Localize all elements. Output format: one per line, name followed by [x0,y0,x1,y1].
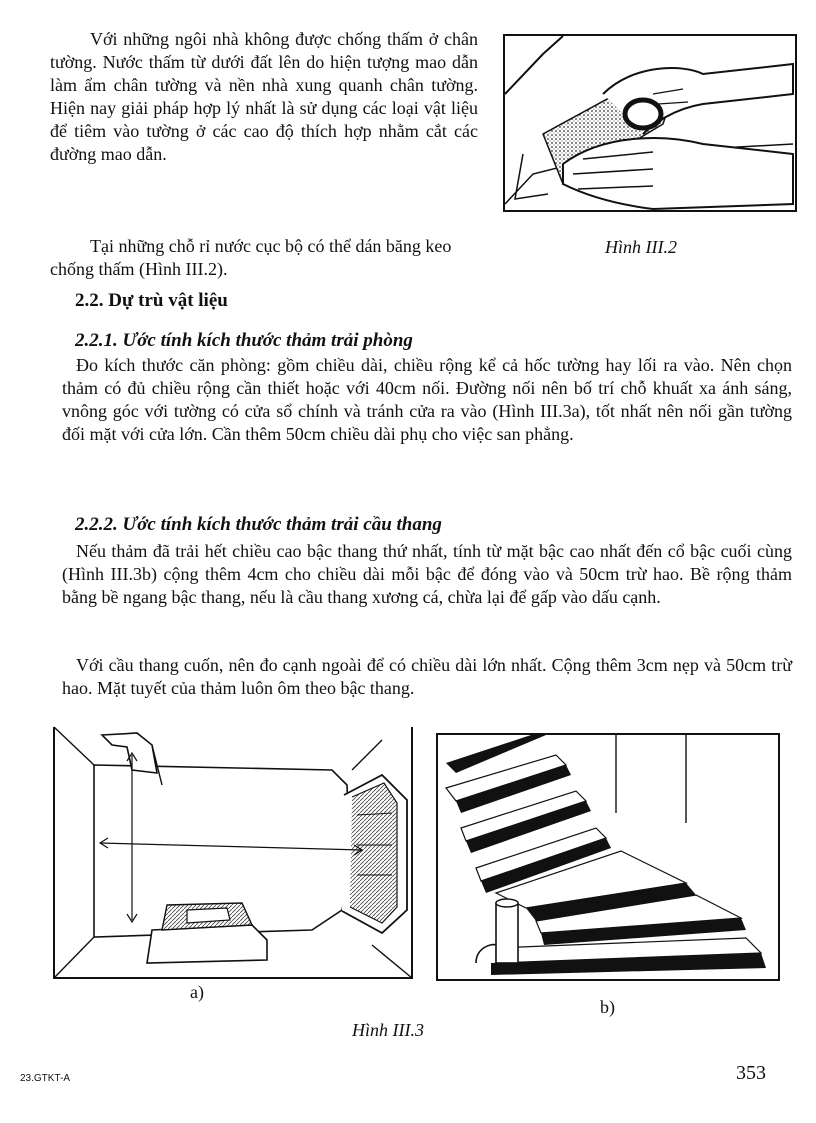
intro-paragraph-2: Tại những chỗ rỉ nước cục bộ có thể dán băng keo chống thấm (Hình III.2). [50,236,452,279]
room-plan-illustration [52,725,414,980]
section-2-2-1-paragraph: Đo kích thước căn phòng: gồm chiều dài, chiều rộng kể cả hốc tường hay lối ra vào. Nên chọn thảm có đủ chiều rộng cần thiết hoặc với 40cm nối. Đường nối nên bố trí chỗ khuất xa ánh sáng, vnông góc với tường có cửa sổ chính và tránh cửa ra vào (Hình III.3a), tốt nhất nên nối gần tường đối mặt với cửa lớn. Cần thêm 50cm chiều dài phụ cho việc san phẳng. [62,355,792,444]
hands-tape-illustration [503,34,797,212]
figure-iii-3-caption: Hình III.3 [352,1020,424,1040]
staircase-illustration [436,733,780,981]
footer-code: 23.GTKT-A [20,1073,71,1084]
intro-paragraph-1: Với những ngôi nhà không được chống thấm ở chân tường. Nước thấm từ dưới đất lên do hiện tượng mao dẫn làm ẩm chân tường và nền nhà xung quanh chân tường. Hiện nay giải pháp hợp lý nhất là sử dụng các loại vật liệu để tiêm vào tường ở các cao độ thích hợp nhằm cắt các đường mao dẫn. [50,29,478,164]
section-2-2-2-paragraph-2: Với cầu thang cuốn, nên đo cạnh ngoài để có chiều dài lớn nhất. Cộng thêm 3cm nẹp và 50cm trừ hao. Mặt tuyết của thảm luôn ôm theo bậc thang. [62,655,792,698]
section-2-2-2-heading: 2.2.2. Ước tính kích thước thảm trải cầu thang [75,514,442,535]
section-2-2-2-paragraph-1: Nếu thảm đã trải hết chiều cao bậc thang thứ nhất, tính từ mặt bậc cao nhất đến cổ bậc cuối cùng (Hình III.3b) cộng thêm 4cm cho chiều dài mỗi bậc để đóng vào và 50cm trừ hao. Bề rộng thảm bằng bề ngang bậc thang, nếu là cầu thang xương cá, chừa lại để gấp vào dấu cạnh. [62,541,792,607]
page-number: 353 [736,1062,766,1084]
section-2-2-1-heading: 2.2.1. Ước tính kích thước thảm trải phòng [75,330,413,351]
figure-iii-3a-label: a) [190,982,204,1002]
figure-iii-2-caption: Hình III.2 [605,237,677,257]
figure-iii-2 [503,34,797,212]
figure-iii-3a [52,725,414,980]
figure-iii-3b-label: b) [600,997,615,1017]
figure-iii-3b [436,733,780,981]
section-2-2-heading: 2.2. Dự trù vật liệu [75,290,228,311]
